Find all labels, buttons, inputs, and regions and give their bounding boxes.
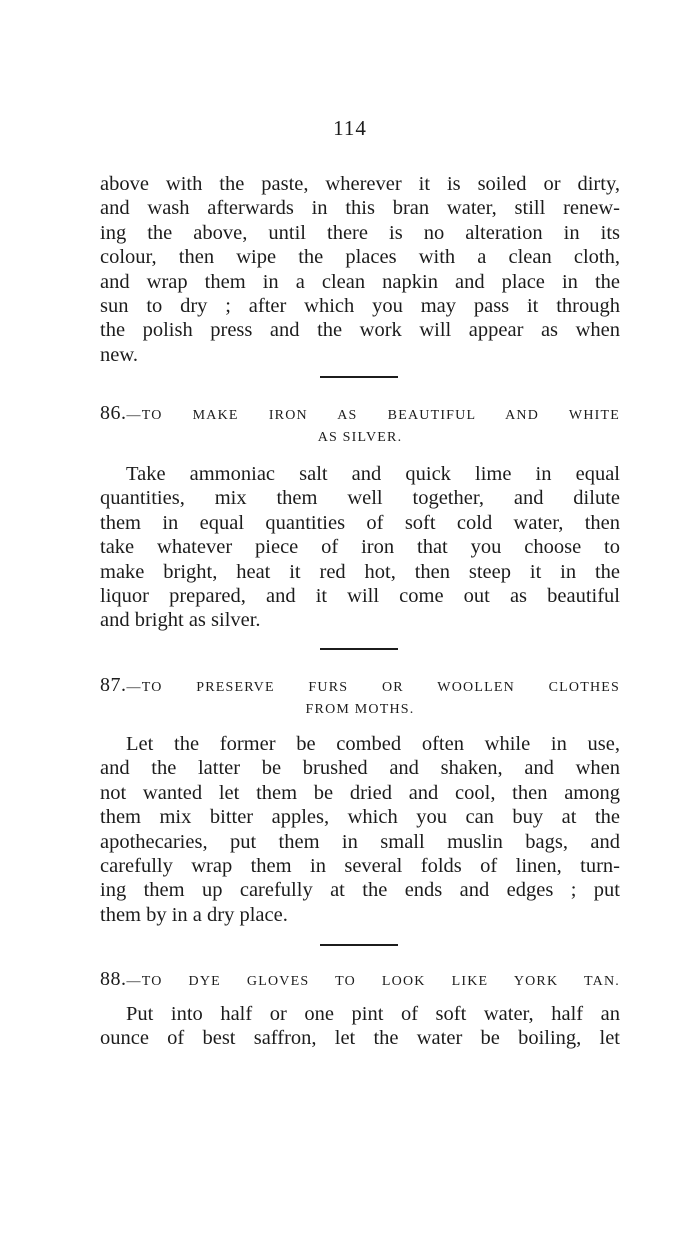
section-number: 88. — [100, 968, 127, 990]
text-line: ounce of best saffron, let the water be boiling, let — [100, 1027, 620, 1050]
text-line: and wrap them in a clean napkin and place in the — [100, 270, 620, 293]
section-title-cont: FROM MOTHS. — [305, 702, 415, 717]
text-line: above with the paste, wherever it is soiled or dirty, — [100, 173, 620, 195]
text-line: apothecaries, put them in small muslin bags, and — [100, 830, 620, 853]
intro-paragraph — [100, 172, 620, 367]
text-line: make bright, heat it red hot, then steep it in the — [100, 560, 620, 583]
text-line: ing them up carefully at the ends and edges ; put — [100, 879, 620, 902]
section-divider — [320, 376, 398, 378]
text-line: liquor prepared, and it will come out as beautiful — [100, 585, 620, 608]
section-number: 86. — [100, 402, 127, 424]
text-line: them in equal quantities of soft cold water, then — [100, 511, 620, 534]
text-line: take whatever piece of iron that you choose to — [100, 536, 620, 559]
section-number: 87. — [100, 674, 127, 696]
text-line: not wanted let them be dried and cool, then among — [100, 781, 620, 804]
text-line: sun to dry ; after which you may pass it through — [100, 295, 620, 318]
page-number: 114 — [333, 116, 367, 140]
section-body-88 — [100, 1002, 620, 1051]
text-line: Let the former be combed often while in use, — [126, 733, 620, 755]
section-title: —TO PRESERVE FURS OR WOOLLEN CLOTHES — [126, 680, 620, 695]
text-line: and the latter be brushed and shaken, and when — [100, 757, 620, 780]
text-line: colour, then wipe the places with a clean cloth, — [100, 246, 620, 269]
text-line: the polish press and the work will appear as when — [100, 319, 620, 342]
section-divider — [320, 944, 398, 946]
section-heading-88 — [100, 968, 620, 993]
text-line: them by in a dry place. — [100, 903, 288, 926]
text-line: and bright as silver. — [100, 609, 261, 632]
section-heading-86 — [100, 402, 620, 449]
text-line: Put into half or one pint of soft water, half an — [126, 1003, 620, 1025]
section-title: —TO DYE GLOVES TO LOOK LIKE YORK TAN. — [126, 974, 620, 989]
text-line: quantities, mix them well together, and dilute — [100, 487, 620, 510]
text-line: and wash afterwards in this bran water, still renew- — [100, 197, 620, 220]
text-line: ing the above, until there is no alteration in its — [100, 221, 620, 244]
text-line: Take ammoniac salt and quick lime in equal — [126, 463, 620, 485]
section-body-87 — [100, 732, 620, 927]
text-line: carefully wrap them in several folds of linen, turn- — [100, 855, 620, 878]
section-title: —TO MAKE IRON AS BEAUTIFUL AND WHITE — [126, 408, 620, 423]
section-body-86 — [100, 462, 620, 633]
text-line: them mix bitter apples, which you can buy at the — [100, 806, 620, 829]
section-title-cont: AS SILVER. — [317, 430, 403, 445]
section-heading-87 — [100, 674, 620, 721]
text-line: new. — [100, 343, 138, 366]
section-divider — [320, 648, 398, 650]
